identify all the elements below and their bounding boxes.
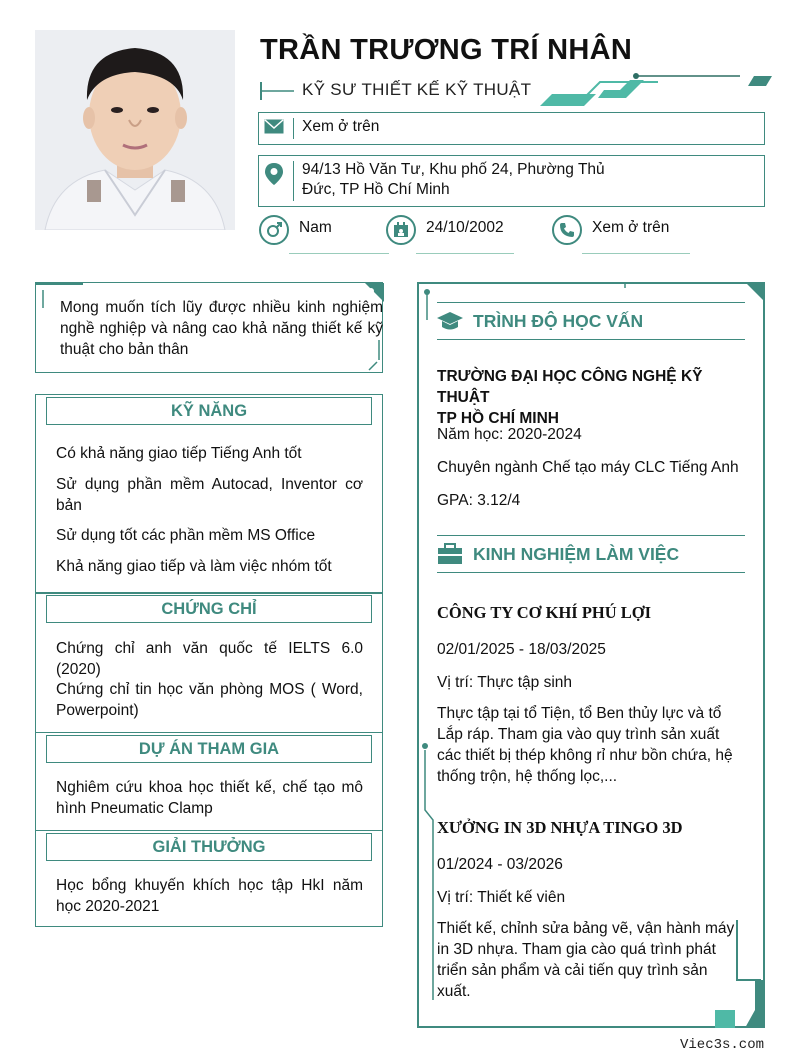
school-name-line-1: TRƯỜNG ĐẠI HỌC CÔNG NGHỆ KỸ THUẬT — [437, 368, 703, 406]
experience-heading — [437, 535, 745, 573]
job-period: 02/01/2025 - 18/03/2025 — [437, 641, 606, 658]
job-position: Vị trí: Thực tập sinh — [437, 674, 573, 691]
calendar-icon — [386, 215, 416, 245]
job-company: CÔNG TY CƠ KHÍ PHÚ LỢI — [437, 603, 652, 622]
skills-heading: KỸ NĂNG — [46, 397, 372, 425]
job-position: Vị trí: Thiết kế viên — [437, 889, 566, 906]
skill-item: Có khả năng giao tiếp Tiếng Anh tốt — [56, 445, 302, 462]
job-period: 01/2024 - 03/2026 — [437, 856, 563, 873]
header-decoration — [540, 72, 772, 108]
certificates-heading: CHỨNG CHỈ — [46, 595, 372, 623]
awards-heading: GIẢI THƯỞNG — [46, 833, 372, 861]
school-name-line-2: TP HỒ CHÍ MINH — [437, 410, 559, 427]
awards-section — [35, 830, 383, 927]
address-line-1: 94/13 Hồ Văn Tư, Khu phố 24, Phường Thủ — [302, 161, 605, 178]
award-item: Học bổng khuyến khích học tập HkI năm học 2020-2021 — [56, 877, 363, 915]
phone-icon — [552, 215, 582, 245]
gender-value: Nam — [299, 219, 332, 236]
title-line-icon — [260, 80, 300, 102]
gender-item — [259, 215, 332, 245]
email-value: Xem ở trên — [302, 118, 380, 135]
projects-heading: DỰ ÁN THAM GIA — [46, 735, 372, 763]
graduation-cap-icon — [437, 311, 463, 331]
gender-icon — [259, 215, 289, 245]
birthday-item — [386, 215, 504, 245]
skill-item: Khả năng giao tiếp và làm việc nhóm tốt — [56, 558, 332, 575]
location-pin-icon — [259, 156, 289, 185]
education-heading — [437, 302, 745, 340]
certificates-section — [35, 592, 383, 733]
experience-heading-label: KINH NGHIỆM LÀM VIỆC — [473, 543, 680, 564]
education-years: Năm học: 2020-2024 — [437, 426, 582, 443]
job-description: Thiết kế, chỉnh sửa bảng vẽ, vận hành máy in 3D nhựa. Tham gia cào quá trình phát triển sản phẩm và cải tiến quy trình sản xuất. — [437, 920, 735, 1000]
education-heading-label: TRÌNH ĐỘ HỌC VẤN — [473, 310, 644, 331]
career-objective-box — [35, 282, 383, 373]
project-item: Nghiêm cứu khoa học thiết kế, chế tạo mô hình Pneumatic Clamp — [56, 779, 363, 817]
certificate-item: Chứng chỉ tin học văn phòng MOS ( Word, Powerpoint) — [56, 681, 363, 719]
job-description: Thực tập tại tổ Tiện, tổ Ben thủy lực và tổ Lắp ráp. Tham gia vào quy trình sản xuất các thiết bị thép không rỉ như bồn chứa, hệ thống trộn, hệ thống lọc,... — [437, 705, 733, 785]
projects-section — [35, 732, 383, 831]
briefcase-icon — [437, 543, 463, 565]
skills-section — [35, 394, 383, 594]
education-major: Chuyên ngành Chế tạo máy CLC Tiếng Anh — [437, 459, 739, 476]
email-row — [258, 112, 765, 145]
certificate-item: Chứng chỉ anh văn quốc tế IELTS 6.0 (2020) — [56, 640, 363, 678]
address-row — [258, 155, 765, 207]
job-company: XƯỞNG IN 3D NHỰA TINGO 3D — [437, 818, 683, 837]
phone-value: Xem ở trên — [592, 219, 670, 236]
school-name — [437, 366, 749, 429]
birthday-value: 24/10/2002 — [426, 219, 504, 236]
skill-item: Sử dụng phần mềm Autocad, Inventor cơ bản — [56, 476, 363, 514]
email-icon — [259, 113, 289, 134]
education-gpa: GPA: 3.12/4 — [437, 492, 521, 509]
phone-item — [552, 215, 669, 245]
candidate-name: TRẦN TRƯƠNG TRÍ NHÂN — [260, 34, 633, 66]
footer-watermark: Viec3s.com — [679, 1037, 764, 1053]
profile-photo — [35, 30, 235, 230]
skill-item: Sử dụng tốt các phần mềm MS Office — [56, 527, 316, 544]
address-line-2: Đức, TP Hồ Chí Minh — [302, 181, 450, 198]
objective-text: Mong muốn tích lũy được nhiều kinh nghiệm nghề nghiệp và nâng cao khả năng thiết kế kỹ thuật cho bản thân — [60, 299, 383, 358]
job-title: KỸ SƯ THIẾT KẾ KỸ THUẬT — [302, 80, 532, 99]
